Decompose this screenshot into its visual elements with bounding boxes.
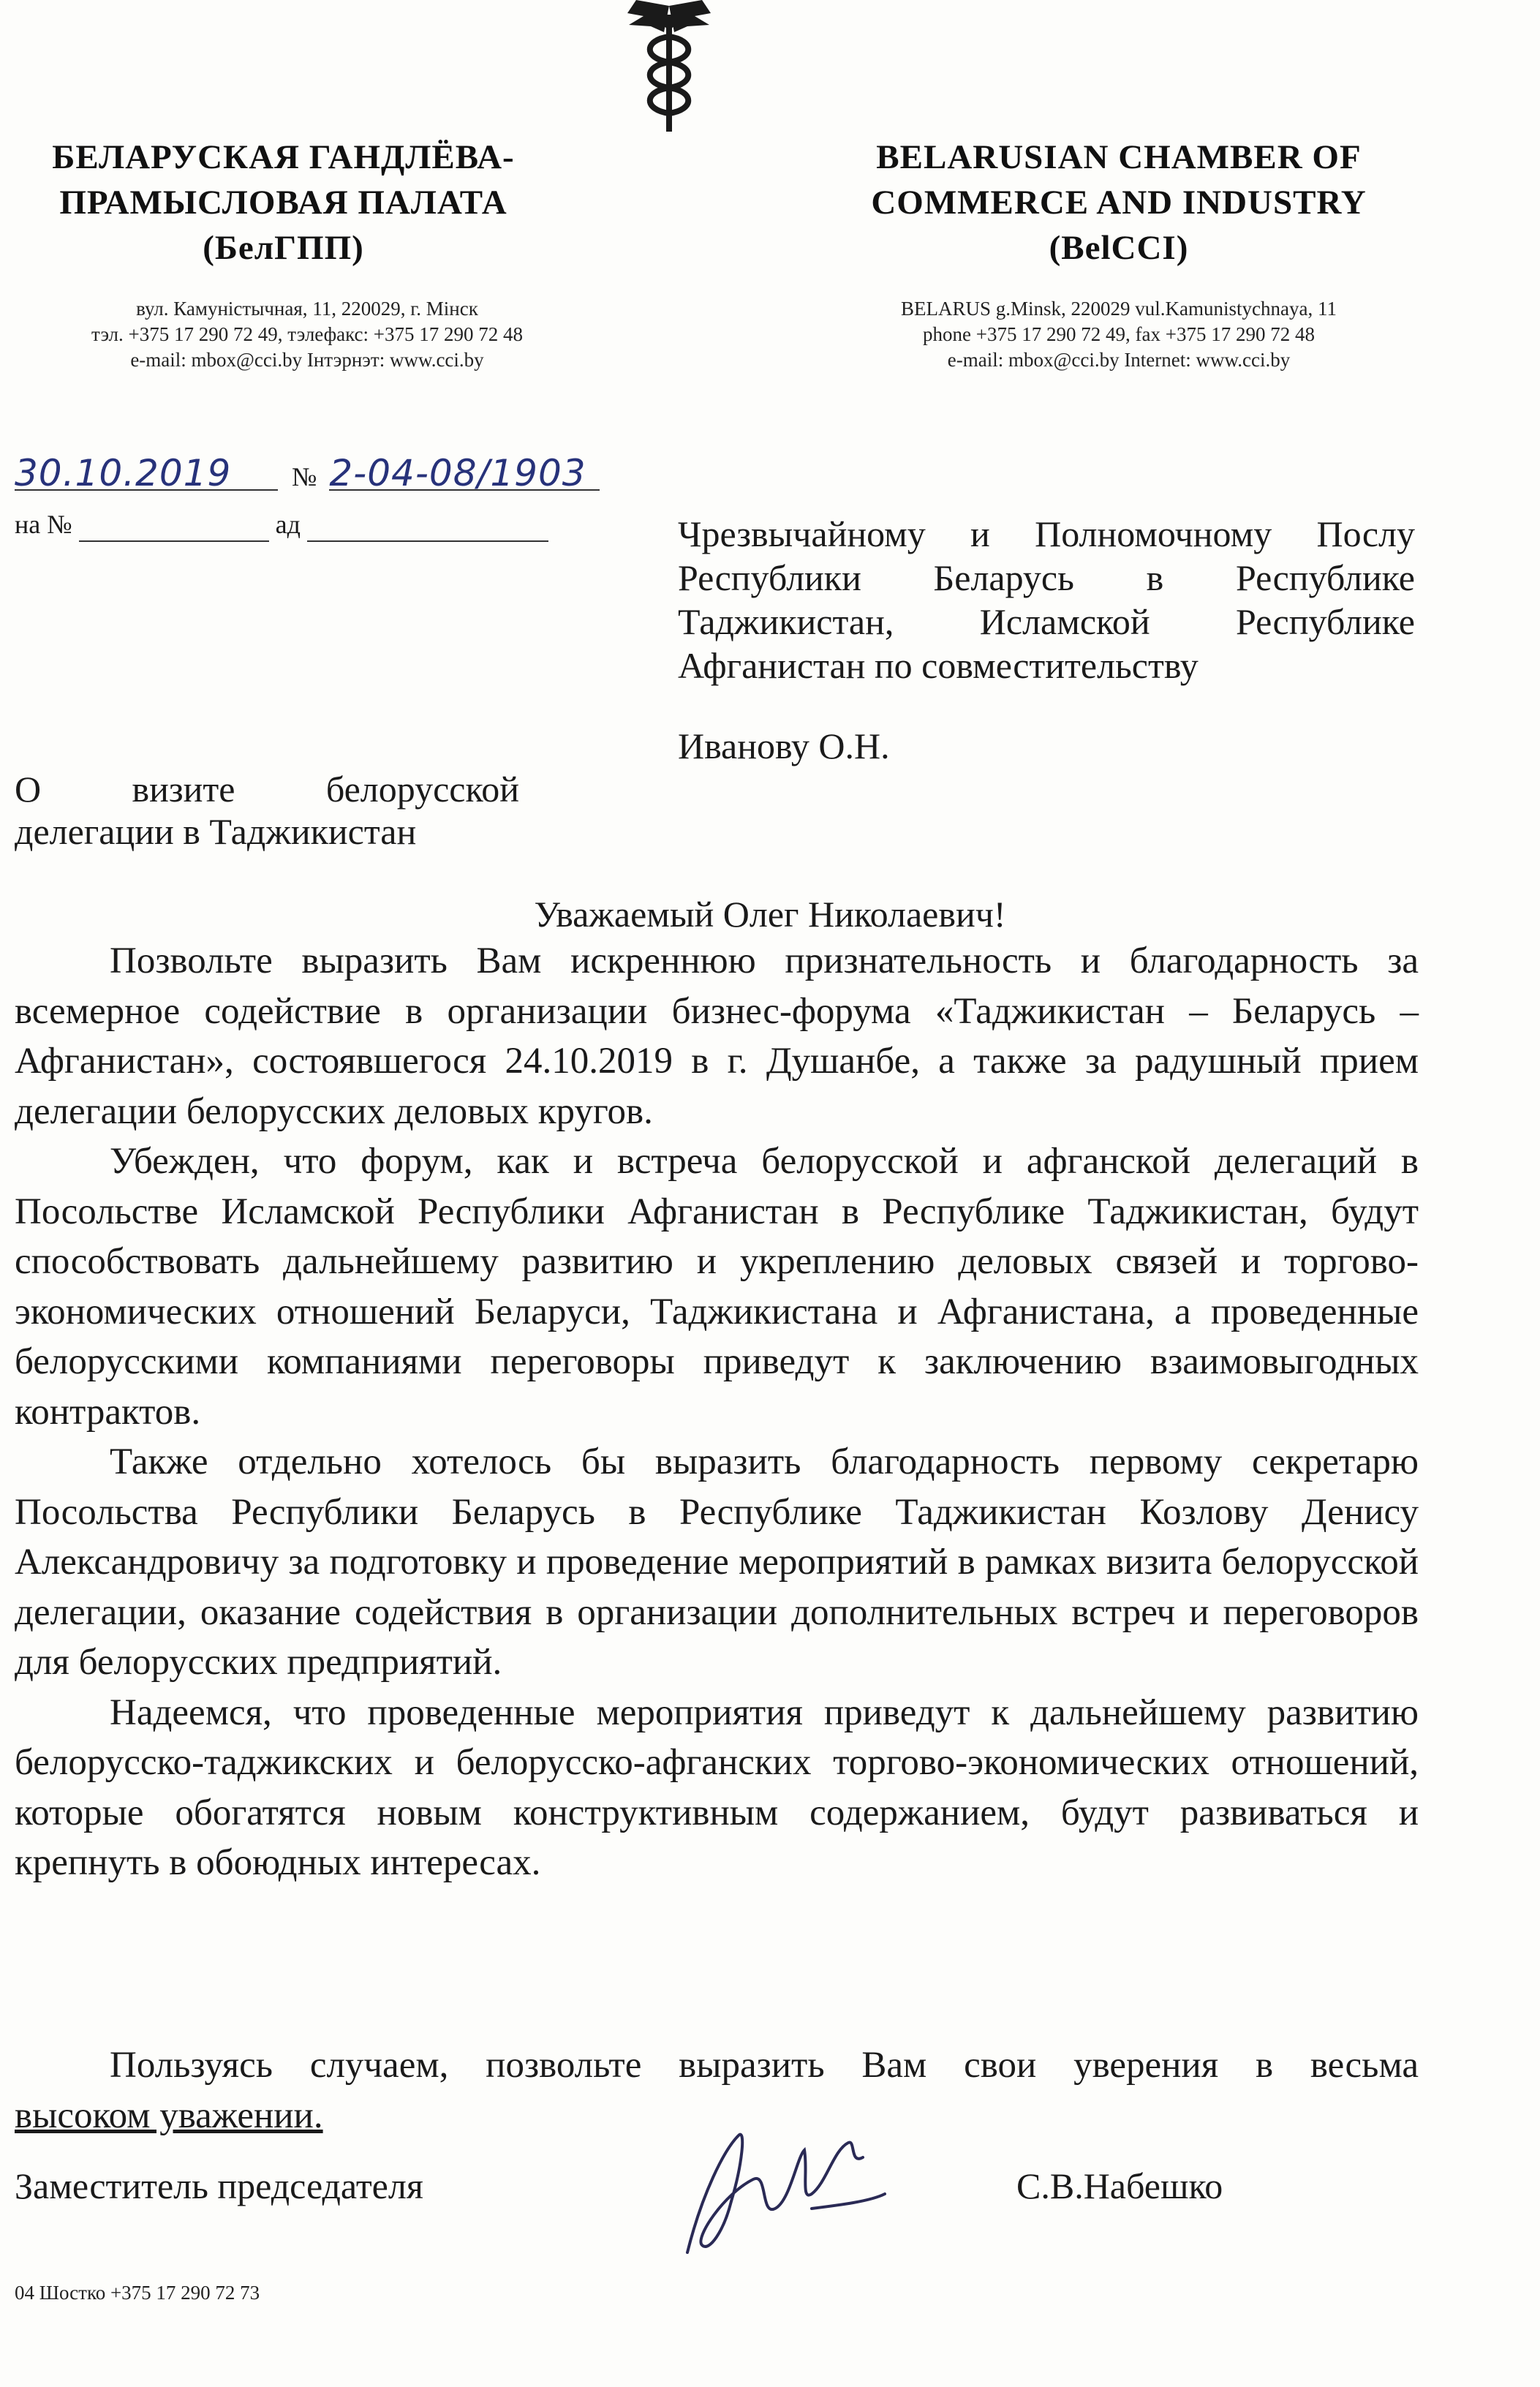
letterhead-right-contacts	[804, 296, 1433, 373]
left-web: e-mail: mbox@cci.by Інтэрнэт: www.cci.by	[130, 349, 484, 371]
reference-date-blank	[307, 508, 548, 542]
addressee-name: Иванову О.Н.	[678, 725, 890, 766]
right-phones: phone +375 17 290 72 49, fax +375 17 290 72 48	[923, 323, 1315, 345]
paragraph: Убежден, что форум, как и встреча белорусской и афганской делегаций в Посольстве Исламской Республики Афганистан в Республике Таджикистан, будут способствовать дальнейшему развитию и укреплению деловых связей и торгово-экономических отношений Беларуси, Таджикистана и Афганистана, а проведенные белорусскими компаниями переговоры приведут к заключению взаимовыгодных контрактов.	[15, 1141, 1419, 1433]
letterhead-left-line1: БЕЛАРУСКАЯ ГАНДЛЁВА-	[52, 138, 515, 176]
salutation: Уважаемый Олег Николаевич!	[534, 894, 1006, 935]
paragraph: Надеемся, что проведенные мероприятия приведут к дальнейшему развитию белорусско-таджикских и белорусско-афганских торгово-экономических отношений, которые обогатятся новым конструктивным содержанием, будут развиваться и крепнуть в обоюдных интересах.	[15, 1692, 1419, 1883]
addressee-block: Чрезвычайному и Полномочному Послу Республики Беларусь в Республике Таджикистан, Исламской Республике Афганистан по совместительству	[678, 513, 1415, 686]
letterhead-right-name	[790, 135, 1448, 271]
paragraph: Также отдельно хотелось бы выразить благодарность первому секретарю Посольства Республики Беларусь в Республике Таджикистан Козлову Денису Александровичу за подготовку и проведение мероприятий в рамках визита белорусской делегации, оказание содействия в организации дополнительных встреч и переговоров для белорусских предприятий.	[15, 1441, 1419, 1683]
left-phones: тэл. +375 17 290 72 49, тэлефакс: +375 17 290 72 48	[91, 323, 524, 345]
paragraph: Позвольте выразить Вам искреннюю признательность и благодарность за всемерное содействие в организации бизнес-форума «Таджикистан – Беларусь – Афганистан», состоявшегося 24.10.2019 в г. Душанбе, а также за радушный прием делегации белорусских деловых кругов.	[15, 940, 1419, 1132]
registration-date-row	[15, 452, 600, 494]
letterhead-right-abbr: (BelCCI)	[1049, 229, 1189, 267]
letterhead-left-line2: ПРАМЫСЛОВАЯ ПАЛАТА	[59, 184, 507, 222]
letter-body	[15, 936, 1419, 1888]
number-label: №	[292, 462, 317, 491]
letterhead-right-line1: BELARUSIAN CHAMBER OF	[876, 138, 1362, 176]
reference-row	[15, 508, 548, 542]
signer-title: Заместитель председателя	[15, 2165, 423, 2206]
executor-note: 04 Шостко +375 17 290 72 73	[15, 2282, 260, 2304]
reference-from-label: ад	[275, 510, 301, 539]
registration-date: 30.10.2019	[15, 457, 278, 491]
caduceus-emblem-icon	[622, 0, 717, 139]
left-address: вул. Камуністычная, 11, 220029, г. Мінск	[136, 298, 478, 320]
signer-name: С.В.Набешко	[1016, 2165, 1223, 2206]
letter-subject: О визите белорусской делегации в Таджикистан	[15, 769, 519, 852]
letterhead-right-line2: COMMERCE AND INDUSTRY	[871, 184, 1367, 222]
right-web: e-mail: mbox@cci.by Internet: www.cci.by	[947, 349, 1291, 371]
reference-label: на №	[15, 510, 72, 539]
closing-line1: Пользуясь случаем, позвольте выразить Вам свои уверения в весьма	[110, 2045, 1419, 2086]
letterhead-left-name	[0, 135, 567, 271]
handwritten-signature	[658, 2106, 892, 2282]
closing-line2: высоком уважении.	[15, 2094, 323, 2136]
reference-number-blank	[79, 508, 269, 542]
letterhead-left-abbr: (БелГПП)	[203, 229, 364, 267]
letterhead-left-contacts	[22, 296, 592, 373]
right-address: BELARUS g.Minsk, 220029 vul.Kamunistychnaya, 11	[901, 298, 1337, 320]
registration-number: 2-04-08/1903	[329, 457, 600, 491]
